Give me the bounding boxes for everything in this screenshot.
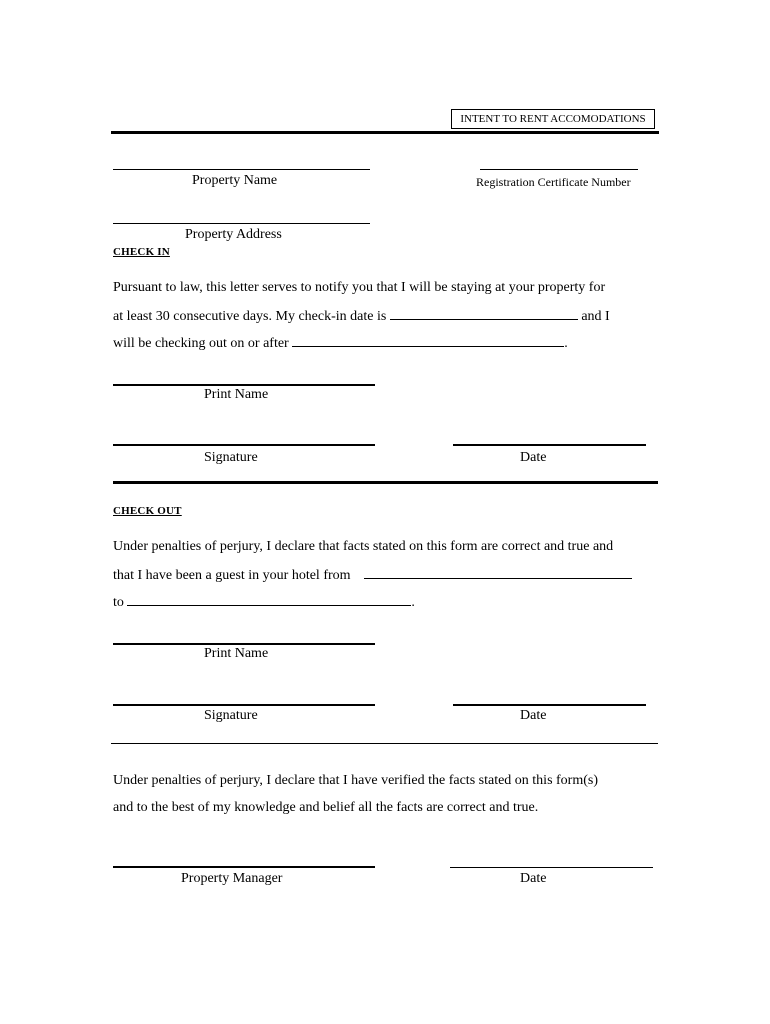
- check-out-print-name-label: Print Name: [204, 646, 269, 661]
- check-in-line-3-period: .: [564, 336, 568, 351]
- check-in-date-line[interactable]: [453, 444, 646, 446]
- check-out-date-label: Date: [520, 708, 547, 723]
- check-in-signature-line[interactable]: [113, 444, 375, 446]
- check-in-line-2: [113, 307, 610, 325]
- stay-from-date-blank[interactable]: [364, 566, 632, 579]
- check-out-line-3: [113, 593, 415, 611]
- check-in-line-3-text: will be checking out on or after: [113, 336, 289, 351]
- property-address-line[interactable]: [113, 223, 370, 224]
- verification-line-2: and to the best of my knowledge and belief all the facts are correct and true.: [113, 800, 539, 815]
- form-title: INTENT TO RENT ACCOMODATIONS: [451, 109, 655, 129]
- registration-number-line[interactable]: [480, 169, 638, 170]
- check-out-line-1: Under penalties of perjury, I declare that facts stated on this form are correct and true and: [113, 539, 614, 554]
- check-out-line-2-text: that I have been a guest in your hotel from: [113, 568, 351, 583]
- check-in-date-blank[interactable]: [390, 307, 578, 320]
- check-in-line-1: Pursuant to law, this letter serves to notify you that I will be staying at your property for: [113, 280, 606, 295]
- check-out-line-3-period: .: [411, 595, 415, 610]
- check-out-heading: CHECK OUT: [113, 505, 182, 517]
- check-in-date-label: Date: [520, 450, 547, 465]
- header-rule: [111, 131, 659, 134]
- verification-line-1: Under penalties of perjury, I declare that I have verified the facts stated on this form(s): [113, 773, 599, 788]
- check-out-line-3-text: to: [113, 595, 124, 610]
- check-out-line-2: [113, 566, 632, 584]
- check-out-signature-label: Signature: [204, 708, 258, 723]
- section-divider-2: [111, 743, 658, 744]
- check-out-signature-line[interactable]: [113, 704, 375, 706]
- check-out-print-name-line[interactable]: [113, 643, 375, 645]
- property-name-label: Property Name: [192, 173, 278, 188]
- check-in-signature-label: Signature: [204, 450, 258, 465]
- check-in-print-name-line[interactable]: [113, 384, 375, 386]
- property-manager-line[interactable]: [113, 866, 375, 868]
- section-divider-1: [113, 481, 658, 484]
- property-address-label: Property Address: [185, 227, 282, 242]
- registration-number-label: Registration Certificate Number: [476, 175, 631, 189]
- check-in-heading: CHECK IN: [113, 246, 170, 258]
- check-in-line-2-text: at least 30 consecutive days. My check-in date is: [113, 309, 387, 324]
- property-manager-label: Property Manager: [181, 871, 283, 886]
- property-name-line[interactable]: [113, 169, 370, 170]
- check-out-date-line[interactable]: [453, 704, 646, 706]
- stay-to-date-blank[interactable]: [127, 593, 411, 606]
- check-in-print-name-label: Print Name: [204, 387, 269, 402]
- manager-date-label: Date: [520, 871, 547, 886]
- check-in-line-2-suffix: and I: [581, 309, 610, 324]
- check-out-date-blank[interactable]: [292, 334, 564, 347]
- check-in-line-3: [113, 334, 568, 352]
- manager-date-line[interactable]: [450, 867, 653, 868]
